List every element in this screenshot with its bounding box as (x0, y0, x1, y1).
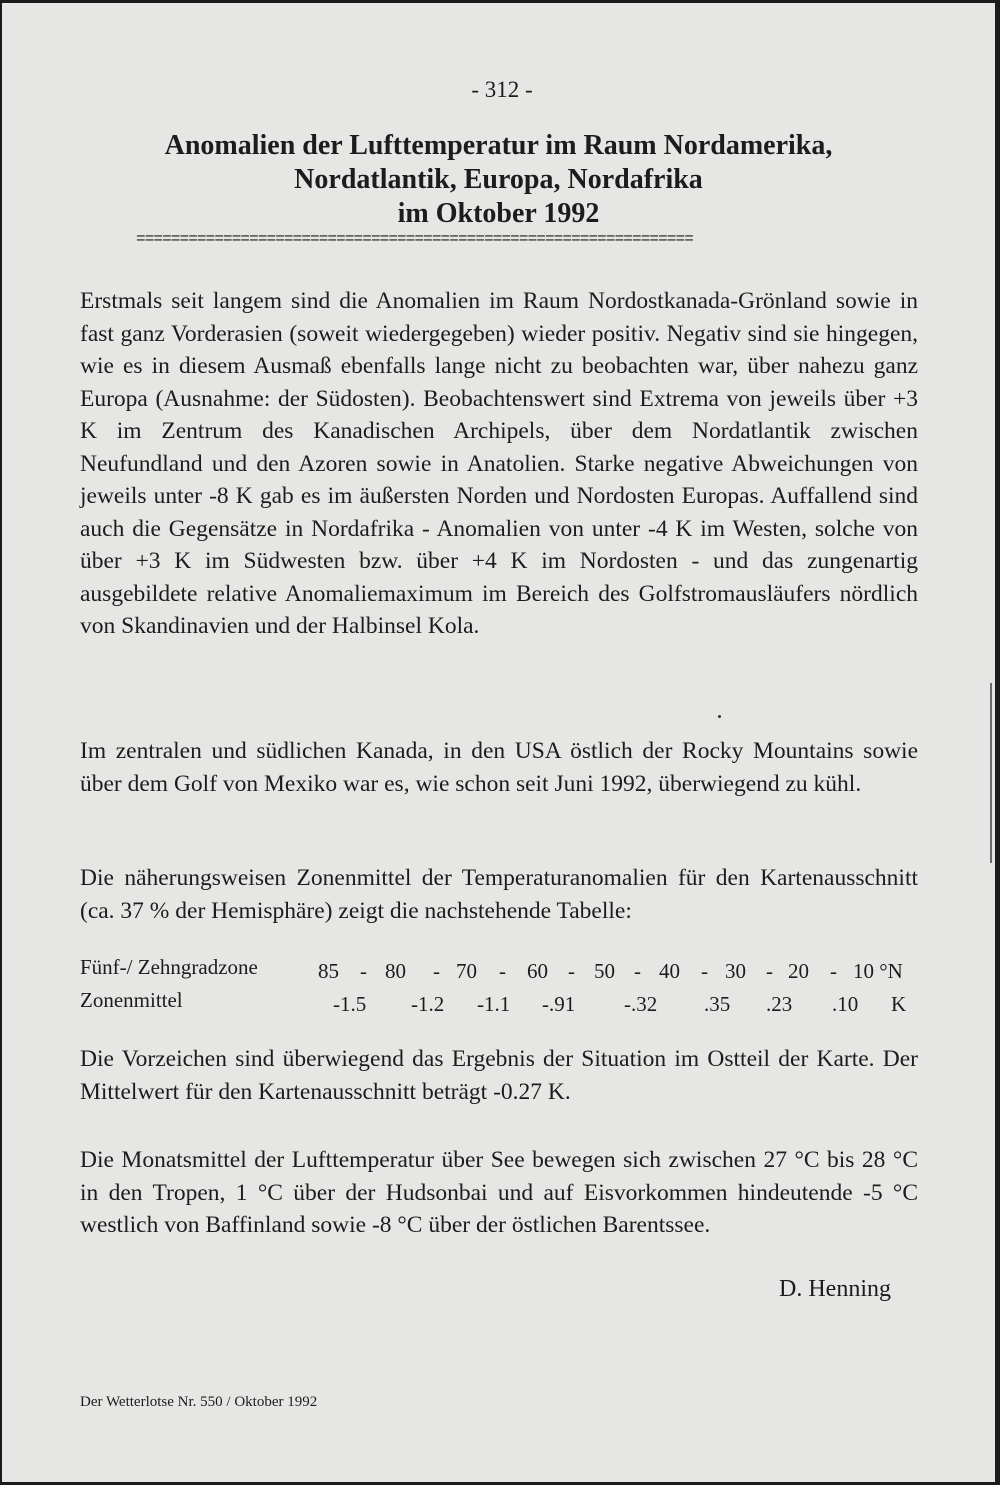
paragraph-zonal-means-intro: Die näherungsweisen Zonenmittel der Temperaturanomalien für den Kartenausschnitt (ca. 37 % der Hemisphäre) zeigt die nachstehende Tabelle: (80, 865, 918, 924)
table-cell: K (891, 992, 907, 1016)
table-cell: - (830, 959, 837, 983)
table-cell: -1.1 (477, 992, 511, 1016)
table-cell: -1.2 (411, 992, 445, 1016)
page-title (2, 129, 995, 231)
table-cell: 80 (385, 959, 406, 983)
table-cell: 85 (318, 959, 339, 983)
table-cell: 10 °N (853, 959, 903, 983)
title-line-2: Nordatlantik, Europa, Nordafrika (294, 164, 703, 195)
table-label-zones: Fünf-/ Zehngradzone (80, 955, 258, 979)
table-cell: 70 (456, 959, 477, 983)
table-cell: -.91 (542, 992, 576, 1016)
title-line-1: Anomalien der Lufttemperatur im Raum Nordamerika, (164, 130, 833, 161)
table-cell: 40 (659, 959, 680, 983)
table-cell: - (568, 959, 575, 983)
table-label-means: Zonenmittel (80, 988, 183, 1012)
table-cell: - (433, 959, 440, 983)
paragraph-anomalies-overview: Erstmals seit langem sind die Anomalien im Raum Nordostkanada-Grönland sowie in fast ganz Vorderasien (soweit wiedergegeben) wieder positiv. Negativ sind sie hingegen, wie es in diesem Ausmaß ebenfalls lange nicht zu beobachten war, über nahezu ganz Europa (Ausnahme: der Südosten). Beobachtenswert sind Extrema von jeweils über +3 K im Zentrum des Kanadischen Archipels, über dem Nordatlantik zwischen Neufundland und den Azoren sowie in Anatolien. Starke negative Abweichungen von jeweils unter -8 K gab es im äußersten Norden und Nordosten Europas. Auffallend sind auch die Gegensätze in Nordafrika - Anomalien von unter -4 K im Westen, solche von über +3 K im Südwesten bzw. über +4 K im Nordosten - und das zungenartig ausgebildete relative Anomaliemaximum im Bereich des Golfstromausläufers nördlich von Skandinavien und der Halbinsel Kola. (80, 288, 918, 639)
table-cell: - (766, 959, 773, 983)
table-cell: - (360, 959, 367, 983)
paragraph-north-america: Im zentralen und südlichen Kanada, in den USA östlich der Rocky Mountains sowie über dem Golf von Mexiko war es, wie schon seit Juni 1992, überwiegend zu kühl. (80, 738, 918, 797)
scan-speck (718, 715, 721, 718)
table-cell: .10 (832, 992, 859, 1016)
table-cell: - (634, 959, 641, 983)
table-cell: 60 (527, 959, 548, 983)
scan-edge-mark (990, 683, 992, 863)
author-signature: D. Henning (779, 1276, 891, 1302)
title-underline: ================================================================ (136, 230, 693, 248)
table-cell: - (499, 959, 506, 983)
paragraph-sea-temperatures: Die Monatsmittel der Lufttemperatur über See bewegen sich zwischen 27 °C bis 28 °C in den Tropen, 1 °C über der Hudsonbai und auf Eisvorkommen hindeutende -5 °C westlich von Baffinland sowie -8 °C über der östlichen Barentssee. (80, 1147, 918, 1238)
table-cell: -1.5 (333, 992, 367, 1016)
table-row-means (80, 988, 940, 1021)
table-cell: 20 (788, 959, 809, 983)
table-cell: -.32 (624, 992, 658, 1016)
paragraph-sign-note: Die Vorzeichen sind überwiegend das Ergebnis der Situation im Ostteil der Karte. Der Mittelwert für den Kartenausschnitt beträgt -0.27 K. (80, 1046, 918, 1105)
table-cell: .35 (704, 992, 731, 1016)
table-cell: 50 (594, 959, 615, 983)
table-row-zones (80, 955, 940, 988)
document-page (2, 3, 995, 1482)
table-cell: 30 (725, 959, 746, 983)
page-number: - 312 - (471, 77, 533, 102)
table-cell: - (701, 959, 708, 983)
table-cell: .23 (766, 992, 793, 1016)
zonal-means-table (80, 955, 940, 1021)
footer-publication: Der Wetterlotse Nr. 550 / Oktober 1992 (80, 1394, 318, 1410)
title-line-3: im Oktober 1992 (397, 198, 600, 229)
